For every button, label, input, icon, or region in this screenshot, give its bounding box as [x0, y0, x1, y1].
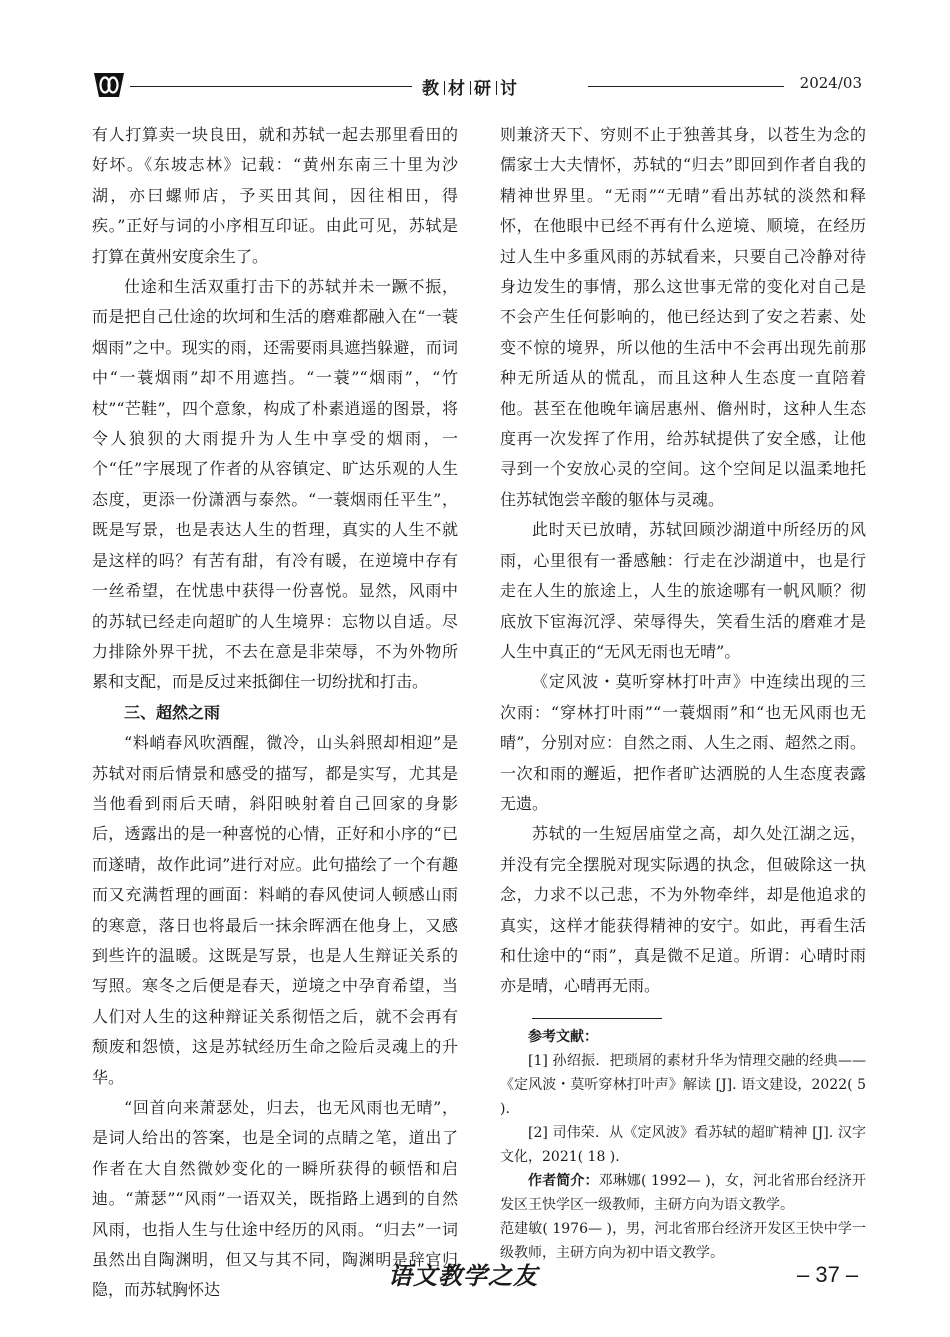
references-section — [500, 1025, 866, 1265]
author-bio — [500, 1169, 866, 1217]
journal-logo-icon — [92, 70, 126, 100]
header-rule-left — [130, 86, 412, 87]
column-title: 教 材 研 讨 — [422, 79, 519, 99]
paragraph: 则兼济天下、穷则不止于独善其身，以苍生为念的儒家士大夫情怀，苏轼的“归去”即回到作者自我的精神世界里。“无雨”“无晴”看出苏轼的淡然和释怀，在他眼中已经不再有什么逆境、顺境，在经历过人生中多重风雨的苏轼看来，只要自己冷静对待身边发生的事情，那么这世事无常的变化对自己是不会产生任何影响的，他已经达到了安之若素、处变不惊的境界，所以他的生活中不会再出现先前那种无所适从的慌乱，而且这种人生态度一直陪着他。甚至在他晚年谪居惠州、儋州时，这种人生态度再一次发挥了作用，给苏轼提供了安全感，让他寻到一个安放心灵的空间。这个空间足以温柔地托住苏轼饱尝辛酸的躯体与灵魂。 — [500, 125, 866, 509]
header-rule-right — [588, 86, 784, 87]
issue-date: 2024/03 — [799, 74, 862, 92]
author-bio-text: 邓琳娜( 1992— )，女，河北省邢台经济开发区王快学区一级教师，主研方向为语文教学。 — [500, 1172, 867, 1213]
paragraph: 有人打算卖一块良田，就和苏轼一起去那里看田的好坏。《东坡志林》记载：“黄州东南三十里为沙湖，亦曰螺师店，予买田其间，因往相田，得疾。”正好与词的小序相互印证。由此可见，苏轼是打算在黄州安度余生了。 — [92, 125, 458, 266]
paragraph: “回首向来萧瑟处，归去，也无风雨也无晴”，是词人给出的答案，也是全词的点睛之笔，道出了作者在大自然微妙变化的一瞬所获得的顿悟和启迪。“萧瑟”“风雨”一语双关，既指路上遇到的自然风雨，也指人生与仕途中经历的风雨。“归去”一词虽然出自陶渊明，但又与其不同，陶渊明是辞官归隐，而苏轼胸怀达 — [92, 1098, 458, 1300]
page-footer — [0, 1252, 950, 1292]
references-divider — [532, 1018, 662, 1019]
paragraph: 《定风波・莫听穿林打叶声》中连续出现的三次雨：“穿林打叶雨”“一蓑烟雨”和“也无风雨也无晴”，分别对应：自然之雨、人生之雨、超然之雨。一次和雨的邂逅，把作者旷达洒脱的人生态度表露无遗。 — [500, 672, 866, 813]
author-bio-label: 作者简介： — [528, 1172, 599, 1189]
paragraph: 苏轼的一生短居庙堂之高，却久处江湖之远，并没有完全摆脱对现实际遇的执念，但破除这一执念，力求不以己悲，不为外物牵绊，却是他追求的真实，这样才能获得精神的安宁。如此，再看生活和仕途中的“雨”，真是微不足道。所谓：心晴时雨亦是晴，心晴再无雨。 — [500, 824, 866, 996]
paragraph: 此时天已放晴，苏轼回顾沙湖道中所经历的风雨，心里很有一番感触：行走在沙湖道中，也是行走在人生的旅途上，人生的旅途哪有一帆风顺？彻底放下宦海沉浮、荣辱得失，笑看生活的磨难才是人生中真正的“无风无雨也无晴”。 — [500, 520, 866, 661]
left-column — [92, 120, 458, 1306]
page-header — [92, 70, 862, 100]
reference-item: [2] 司伟荣．从《定风波》看苏轼的超旷精神 [J]. 汉字文化，2021( 18 ). — [500, 1124, 866, 1165]
paragraph: 仕途和生活双重打击下的苏轼并未一蹶不振，而是把自己仕途的坎坷和生活的磨难都融入在“一蓑烟雨”之中。现实的雨，还需要雨具遮挡躲避，而词中“一蓑烟雨”却不用遮挡。“一蓑”“烟雨”，“竹杖”“芒鞋”，四个意象，构成了朴素逍遥的图景，将令人狼狈的大雨提升为人生中享受的烟雨，一个“任”字展现了作者的从容镇定、旷达乐观的人生态度，更添一份潇洒与泰然。“一蓑烟雨任平生”，既是写景，也是表达人生的哲理，真实的人生不就是这样的吗？有苦有甜，有冷有暖，在逆境中存有一丝希望，在忧患中获得一份喜悦。显然，风雨中的苏轼已经走向超旷的人生境界：忘物以自适。尽力排除外界干扰，不去在意是非荣辱，不为外物所累和支配，而是反过来抵御住一切纷扰和打击。 — [92, 277, 458, 692]
section-heading: 三、超然之雨 — [124, 702, 221, 722]
paragraph: “料峭春风吹酒醒，微冷，山头斜照却相迎”是苏轼对雨后情景和感受的描写，都是实写，尤其是当他看到雨后天晴，斜阳映射着自己回家的身影后，透露出的是一种喜悦的心情，正好和小序的“已而遂晴，故作此词”进行对应。此句描绘了一个有趣而又充满哲理的画面：料峭的春风使词人顿感山雨的寒意，落日也将最后一抹余晖洒在他身上，又感到些许的温暖。这既是写景，也是人生辩证关系的写照。寒冬之后便是春天，逆境之中孕育希望，当人们对人生的这种辩证关系彻悟之后，就不会再有颓废和怨愤，这是苏轼经历生命之险后灵魂上的升华。 — [92, 733, 458, 1087]
page-number: – 37 – — [797, 1262, 859, 1287]
author-bio: 范建敏( 1976— )，男，河北省邢台经济开发区王快中学一级教师，主研方向为初中语文教学。 — [500, 1220, 866, 1261]
right-column — [500, 120, 866, 1265]
journal-name: 语文教学之友 — [388, 1261, 538, 1290]
reference-item: [1] 孙绍振．把琐屑的素材升华为情理交融的经典——《定风波・莫听穿林打叶声》解读 [J]. 语文建设，2022( 5 ). — [500, 1052, 866, 1117]
references-title: 参考文献： — [528, 1028, 598, 1045]
